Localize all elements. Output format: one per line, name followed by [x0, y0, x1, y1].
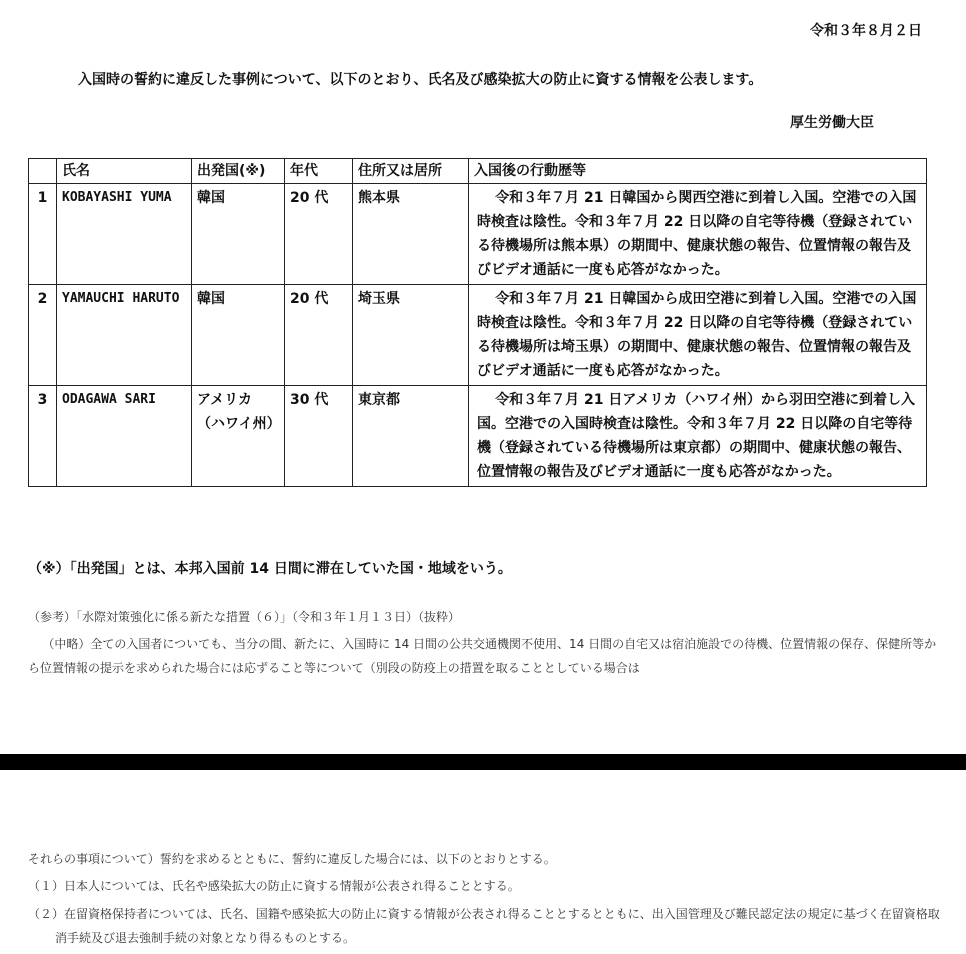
header-origin: 出発国(※) [192, 159, 285, 184]
row-residence: 熊本県 [353, 184, 469, 285]
reference-paragraph: （中略）全ての入国者についても、当分の間、新たに、入国時に 14 日間の公共交通機関不使用、14 日間の自宅又は宿泊施設での待機、位置情報の保存、保健所等から位置情報の提示を求められた場合には応ずること等について（別段の防疫上の措置を取ることとしている場合は [28, 637, 937, 675]
issuer-name: 厚生労働大臣 [790, 115, 874, 131]
origin-footnote: （※）「出発国」とは、本邦入国前 14 日間に滞在していた国・地域をいう。 [28, 561, 512, 577]
row-name: ODAGAWA SARI [57, 386, 192, 487]
row-name: KOBAYASHI YUMA [57, 184, 192, 285]
row-age: 20 代 [285, 184, 353, 285]
row-index: 1 [29, 184, 57, 285]
lead-statement: 入国時の誓約に違反した事例について、以下のとおり、氏名及び感染拡大の防止に資する情報を公表します。 [78, 72, 763, 88]
table-row [29, 386, 927, 487]
row-origin: アメリカ（ハワイ州） [192, 386, 285, 487]
row-age: 20 代 [285, 285, 353, 386]
header-age: 年代 [285, 159, 353, 184]
table-header-row [29, 159, 927, 184]
row-history: 令和３年７月 21 日韓国から成田空港に到着し入国。空港での入国時検査は陰性。令和３年７月 22 日以降の自宅等待機（登録されている待機場所は埼玉県）の期間中、健康状態の報告、位置情報の報告及びビデオ通話に一度も応答がなかった。 [469, 285, 927, 386]
row-age: 30 代 [285, 386, 353, 487]
header-residence: 住所又は居所 [353, 159, 469, 184]
row-index: 2 [29, 285, 57, 386]
row-residence: 埼玉県 [353, 285, 469, 386]
table-row [29, 285, 927, 386]
document-date: 令和３年８月２日 [810, 23, 922, 39]
row-origin: 韓国 [192, 184, 285, 285]
violation-cases-table [28, 158, 927, 487]
row-name: YAMAUCHI HARUTO [57, 285, 192, 386]
page-divider [0, 754, 966, 770]
continuation-item-2: （２）在留資格保持者については、氏名、国籍や感染拡大の防止に資する情報が公表され得ることとするとともに、出入国管理及び難民認定法の規定に基づく在留資格取消手続及び退去強制手続の対象となり得るものとする。 [28, 907, 940, 945]
row-history: 令和３年７月 21 日アメリカ（ハワイ州）から羽田空港に到着し入国。空港での入国時検査は陰性。令和３年７月 22 日以降の自宅等待機（登録されている待機場所は東京都）の期間中、健康状態の報告、位置情報の報告及びビデオ通話に一度も応答がなかった。 [469, 386, 927, 487]
row-origin: 韓国 [192, 285, 285, 386]
header-name: 氏名 [57, 159, 192, 184]
row-residence: 東京都 [353, 386, 469, 487]
header-index [29, 159, 57, 184]
header-history: 入国後の行動歴等 [469, 159, 927, 184]
reference-title: （参考）「水際対策強化に係る新たな措置（６）」（令和３年１月１３日）（抜粋） [28, 610, 461, 624]
continuation-paragraph: それらの事項について）誓約を求めるとともに、誓約に違反した場合には、以下のとおりとする。 [28, 852, 556, 866]
continuation-item-1: （１）日本人については、氏名や感染拡大の防止に資する情報が公表され得ることとする。 [28, 879, 520, 893]
row-history: 令和３年７月 21 日韓国から関西空港に到着し入国。空港での入国時検査は陰性。令和３年７月 22 日以降の自宅等待機（登録されている待機場所は熊本県）の期間中、健康状態の報告、位置情報の報告及びビデオ通話に一度も応答がなかった。 [469, 184, 927, 285]
row-index: 3 [29, 386, 57, 487]
table-row [29, 184, 927, 285]
